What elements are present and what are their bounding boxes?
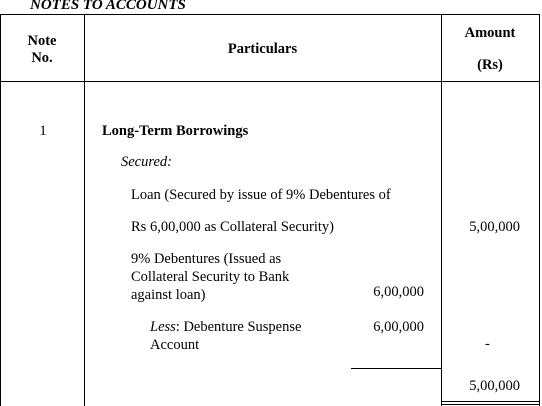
column-divider-note: [84, 14, 85, 406]
total-double-rule-top: [441, 401, 539, 402]
debentures-line3: against loan): [131, 287, 206, 303]
note-number: 1: [39, 123, 47, 139]
table-right-border: [539, 14, 540, 406]
loan-amount: 5,00,000: [469, 219, 520, 235]
suspense-value: 6,00,000: [373, 319, 424, 335]
debentures-value: 6,00,000: [373, 284, 424, 300]
loan-description-line1: Loan (Secured by issue of 9% Debentures of: [131, 187, 391, 203]
debentures-line2: Collateral Security to Bank: [131, 269, 290, 285]
header-note-line1: Note: [27, 33, 57, 49]
header-amount-line1: Amount: [464, 25, 516, 41]
less-label: Less: [150, 319, 176, 335]
table-left-border: [0, 14, 1, 406]
loan-description-line2: Rs 6,00,000 as Collateral Security): [131, 219, 334, 235]
total-double-rule-bottom: [441, 404, 539, 405]
secured-label: Secured:: [121, 154, 172, 170]
header-bottom-border: [0, 81, 540, 82]
notes-title: NOTES TO ACCOUNTS: [30, 0, 186, 13]
less-suspense-line1: [150, 318, 301, 336]
total-amount: 5,00,000: [469, 378, 520, 394]
dash-placeholder: -: [485, 336, 490, 352]
section-heading: Long-Term Borrowings: [102, 123, 249, 139]
subtotal-rule: [351, 368, 441, 369]
header-particulars: Particulars: [227, 41, 298, 57]
less-description: : Debenture Suspense: [175, 319, 302, 335]
table-top-border: [0, 14, 540, 15]
debentures-line1: 9% Debentures (Issued as: [131, 251, 282, 267]
header-note-line2: No.: [31, 50, 53, 66]
header-amount-line2: (Rs): [477, 57, 503, 73]
less-suspense-line2: Account: [150, 337, 200, 353]
